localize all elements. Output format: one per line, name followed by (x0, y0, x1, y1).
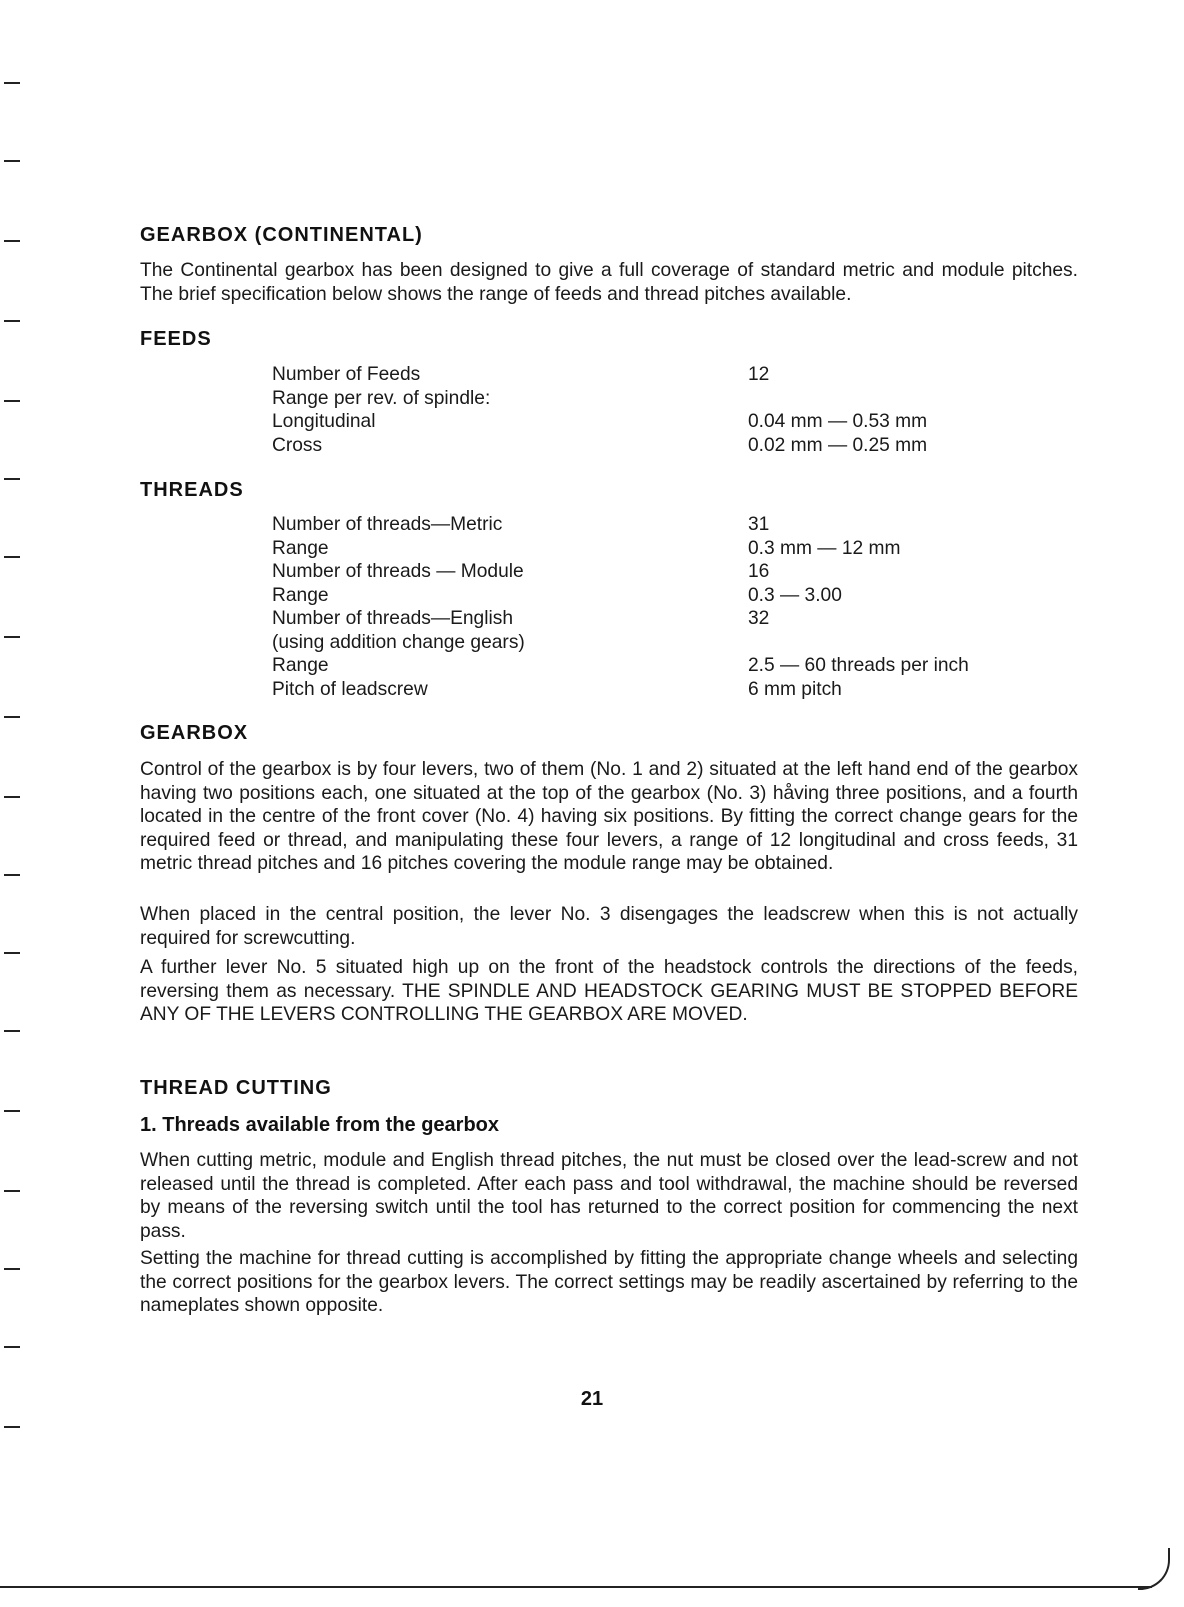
margin-mark (4, 952, 20, 954)
spec-value: 0.02 mm — 0.25 mm (748, 434, 928, 456)
margin-mark (4, 796, 20, 798)
gearbox-paragraph: A further lever No. 5 situated high up on the front of the headstock controls the directions of the feeds, reversing them as necessary. THE SPINDLE AND HEADSTOCK GEARING MUST BE STOPPED BEFORE ANY OF THE LEVERS CONTROLLING THE GEARBOX ARE MOVED. (140, 957, 1078, 1026)
thread-cutting-paragraph: When cutting metric, module and English thread pitches, the nut must be closed over the lead-screw and not released until the thread is completed. After each pass and tool withdrawal, the machine should be reversed by means of the reversing switch until the tool has returned to the correct position for commencing the next pass. (140, 1150, 1078, 1242)
spec-label: Number of Feeds (272, 364, 421, 385)
gearbox-paragraph: Control of the gearbox is by four levers, two of them (No. 1 and 2) situated at the left hand end of the gearbox having two positions each, one situated at the top of the gearbox (No. 3) håving three positions, and a fourth located in the centre of the front cover (No. 4) having six positions. By fitting the correct change gears for the required feed or thread, and manipulating these four levers, a range of 12 longitudinal and cross feeds, 31 metric thread pitches and 16 pitches covering the module range may be obtained. (140, 759, 1078, 875)
margin-mark (4, 874, 20, 876)
margin-mark (4, 478, 20, 480)
spec-label: Number of threads — Module (272, 561, 524, 582)
margin-mark (4, 1190, 20, 1192)
feeds-heading: FEEDS (140, 328, 212, 350)
spec-value (748, 387, 927, 411)
margin-mark (4, 1426, 20, 1428)
spec-value: 0.3 — 3.00 (748, 584, 842, 606)
margin-mark (4, 320, 20, 322)
margin-mark (4, 716, 20, 718)
spec-value: 2.5 — 60 threads per inch (748, 655, 969, 676)
margin-mark (4, 1346, 20, 1348)
spec-value: 31 (748, 514, 770, 535)
threads-labels (272, 513, 525, 701)
spec-value: 0.3 mm — 12 mm (748, 537, 901, 559)
spec-label: Number of threads—English (272, 608, 514, 629)
spec-value: 12 (748, 364, 770, 385)
thread-cutting-subheading: 1. Threads available from the gearbox (140, 1114, 500, 1136)
spec-label: Range (272, 655, 329, 676)
margin-mark (4, 82, 20, 84)
page-title: GEARBOX (CONTINENTAL) (140, 224, 423, 246)
margin-mark (4, 1268, 20, 1270)
spec-label: (using addition change gears) (272, 631, 525, 653)
page-bottom-rule (0, 1586, 1152, 1588)
gearbox-paragraph: When placed in the central position, the lever No. 3 disengages the leadscrew when this is not actually required for screwcutting. (140, 904, 1078, 949)
spec-label: Range per rev. of spindle: (272, 387, 491, 409)
spec-label: Range (272, 537, 329, 559)
spec-label: Number of threads—Metric (272, 514, 503, 535)
margin-mark (4, 556, 20, 558)
thread-cutting-paragraph: Setting the machine for thread cutting is accomplished by fitting the appropriate change wheels and selecting the correct positions for the gearbox levers. The correct settings may be readily ascertained by referring to the nameplates shown opposite. (140, 1248, 1078, 1317)
margin-mark (4, 160, 20, 162)
spec-value: 6 mm pitch (748, 678, 842, 700)
spec-value (748, 631, 969, 655)
feeds-labels (272, 363, 490, 457)
threads-heading: THREADS (140, 479, 244, 501)
spec-label: Range (272, 584, 329, 606)
spec-value: 0.04 mm — 0.53 mm (748, 411, 928, 432)
intro-paragraph: The Continental gearbox has been designed to give a full coverage of standard metric and module pitches. The brief specification below shows the range of feeds and thread pitches available. (140, 260, 1078, 305)
margin-mark (4, 240, 20, 242)
thread-cutting-heading: THREAD CUTTING (140, 1077, 332, 1099)
page-number: 21 (580, 1388, 604, 1410)
margin-mark (4, 636, 20, 638)
spec-value: 32 (748, 608, 770, 629)
spec-label: Longitudinal (272, 411, 376, 432)
threads-values (748, 513, 969, 701)
spec-label: Cross (272, 434, 323, 456)
page-corner (1138, 1548, 1170, 1590)
margin-mark (4, 1030, 20, 1032)
gearbox-heading: GEARBOX (140, 722, 249, 744)
spec-label: Pitch of leadscrew (272, 678, 428, 700)
margin-mark (4, 400, 20, 402)
margin-mark (4, 1110, 20, 1112)
feeds-values (748, 363, 927, 457)
spec-value: 16 (748, 561, 770, 582)
